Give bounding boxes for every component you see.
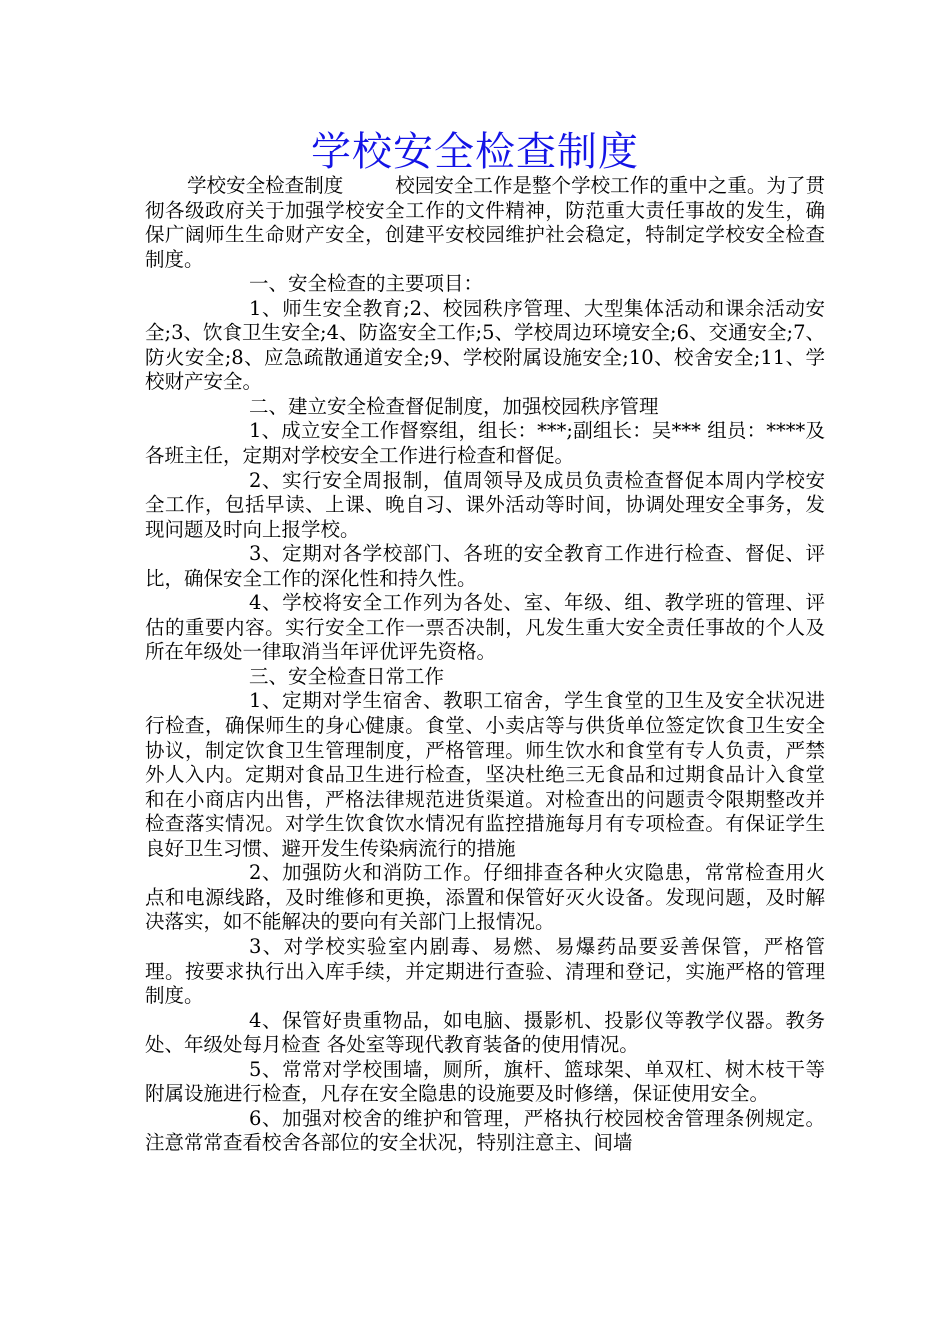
intro-lead: 学校安全检查制度 (187, 174, 344, 197)
document-title: 学校安全检查制度 (311, 129, 639, 175)
intro-text: 校园安全工作是整个学校工作的重中之重。为了贯彻各级政府关于加强学校安全工作的文件精神，防范重大责任事故的发生，确保广阔师生生命财产安全，创建平安校园维护社会稳定，特制定学校安全检查制度。 (145, 174, 825, 271)
paragraph: 2、实行安全周报制，值周领导及成员负责检查督促本周内学校安全工作，包括早读、上课、晚自习、课外活动等时间，协调处理安全事务，发现问题及时向上报学校。 (145, 468, 825, 541)
paragraph: 1、成立安全工作督察组，组长：***;副组长：吴*** 组员：****及各班主任，定期对学校安全工作进行检查和督促。 (145, 419, 825, 468)
document-body (145, 174, 825, 1156)
section-heading-1: 一、安全检查的主要项目： (249, 272, 484, 296)
intro-paragraph (145, 174, 825, 272)
paragraph: 5、常常对学校围墙，厕所，旗杆、篮球架、单双杠、树木枝干等附属设施进行检查，凡存在安全隐患的设施要及时修缮，保证使用安全。 (145, 1057, 825, 1106)
paragraph: 4、学校将安全工作列为各处、室、年级、组、教学班的管理、评估的重要内容。实行安全工作一票否决制，凡发生重大安全责任事故的个人及所在年级处一律取消当年评优评先资格。 (145, 591, 825, 664)
section-heading-2: 二、建立安全检查督促制度，加强校园秩序管理 (249, 394, 659, 418)
section-heading-3: 三、安全检查日常工作 (249, 664, 445, 688)
paragraph: 1、师生安全教育;2、校园秩序管理、大型集体活动和课余活动安全;3、饮食卫生安全;4、防盗安全工作;5、学校周边环境安全;6、交通安全;7、防火安全;8、应急疏散通道安全;9、学校附属设施安全;10、校舍安全;11、学校财产安全。 (145, 296, 825, 394)
paragraph: 4、保管好贵重物品，如电脑、摄影机、投影仪等教学仪器。教务处、年级处每月检查 各处室等现代教育装备的使用情况。 (145, 1008, 825, 1057)
paragraph: 3、定期对各学校部门、各班的安全教育工作进行检查、督促、评比，确保安全工作的深化性和持久性。 (145, 542, 825, 590)
paragraph: 6、加强对校舍的维护和管理，严格执行校园校舍管理条例规定。注意常常查看校舍各部位的安全状况，特别注意主、间墙 (145, 1106, 825, 1155)
paragraph: 1、定期对学生宿舍、教职工宿舍，学生食堂的卫生及安全状况进行检查，确保师生的身心健康。食堂、小卖店等与供货单位签定饮食卫生安全协议，制定饮食卫生管理制度，严格管理。师生饮水和食堂有专人负责，严禁外人入内。定期对食品卫生进行检查，坚决杜绝三无食品和过期食品计入食堂和在小商店内出售，严格法律规范进货渠道。对检查出的问题责令限期整改并检查落实情况。对学生饮食饮水情况有监控措施每月有专项检查。有保证学生良好卫生习惯、避开发生传染病流行的措施 (145, 689, 825, 860)
paragraph: 3、对学校实验室内剧毒、易燃、易爆药品要妥善保管，严格管理。按要求执行出入库手续，并定期进行查验、清理和登记，实施严格的管理制度。 (145, 934, 825, 1008)
paragraph: 2、加强防火和消防工作。仔细排查各种火灾隐患，常常检查用火点和电源线路，及时维修和更换，添置和保管好灭火设备。发现问题，及时解决落实，如不能解决的要向有关部门上报情况。 (145, 861, 825, 934)
